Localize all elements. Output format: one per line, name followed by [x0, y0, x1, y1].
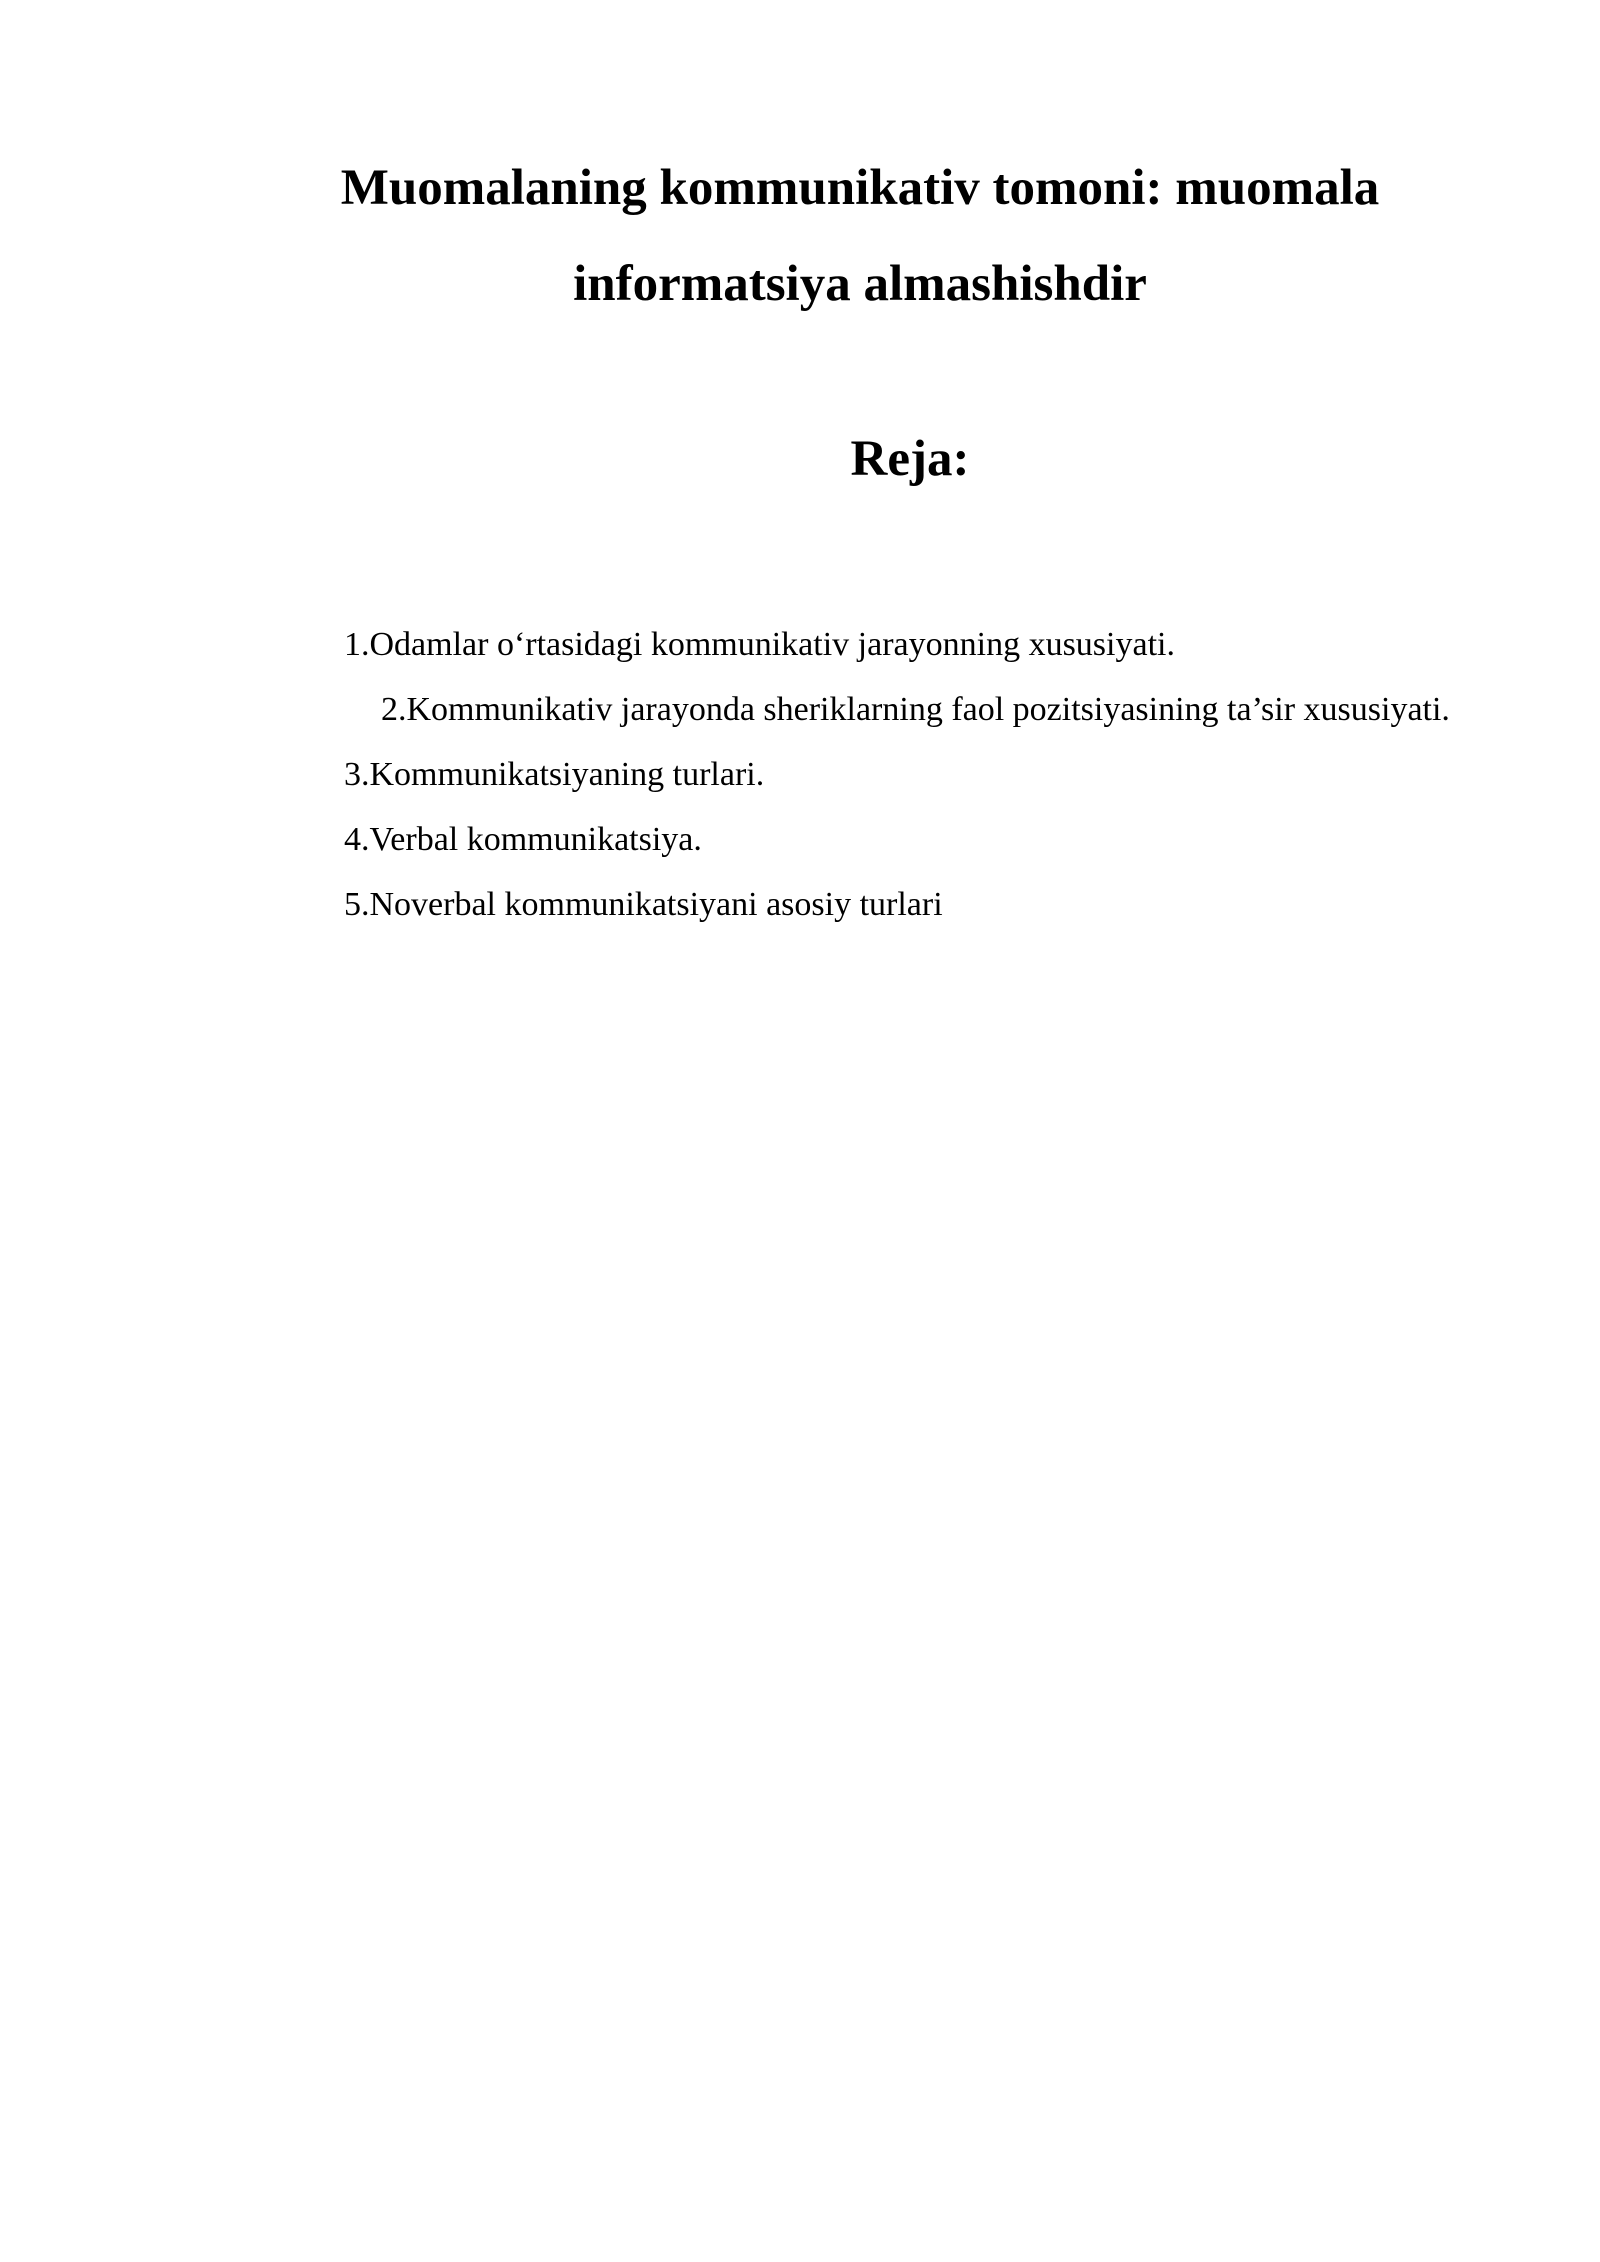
title-line-1: Muomalaning kommunikativ tomoni: muomala [340, 160, 1380, 216]
plan-item-5: 5.Noverbal kommunikatsiyani asosiy turlari [344, 886, 943, 923]
document-title [230, 140, 1490, 332]
plan-heading: Reja: [850, 431, 970, 487]
plan-list [230, 612, 1486, 937]
plan-item-2: 2.Kommunikativ jarayonda sheriklarning faol pozitsiyasining ta’sir xususiyati. [381, 691, 1450, 728]
plan-item-3: 3.Kommunikatsiyaning turlari. [344, 756, 765, 793]
plan-item-4: 4.Verbal kommunikatsiya. [344, 821, 702, 858]
title-line-2: informatsiya almashishdir [573, 256, 1147, 312]
plan-item-1: 1.Odamlar o‘rtasidagi kommunikativ jarayonning xususiyati. [344, 626, 1175, 663]
